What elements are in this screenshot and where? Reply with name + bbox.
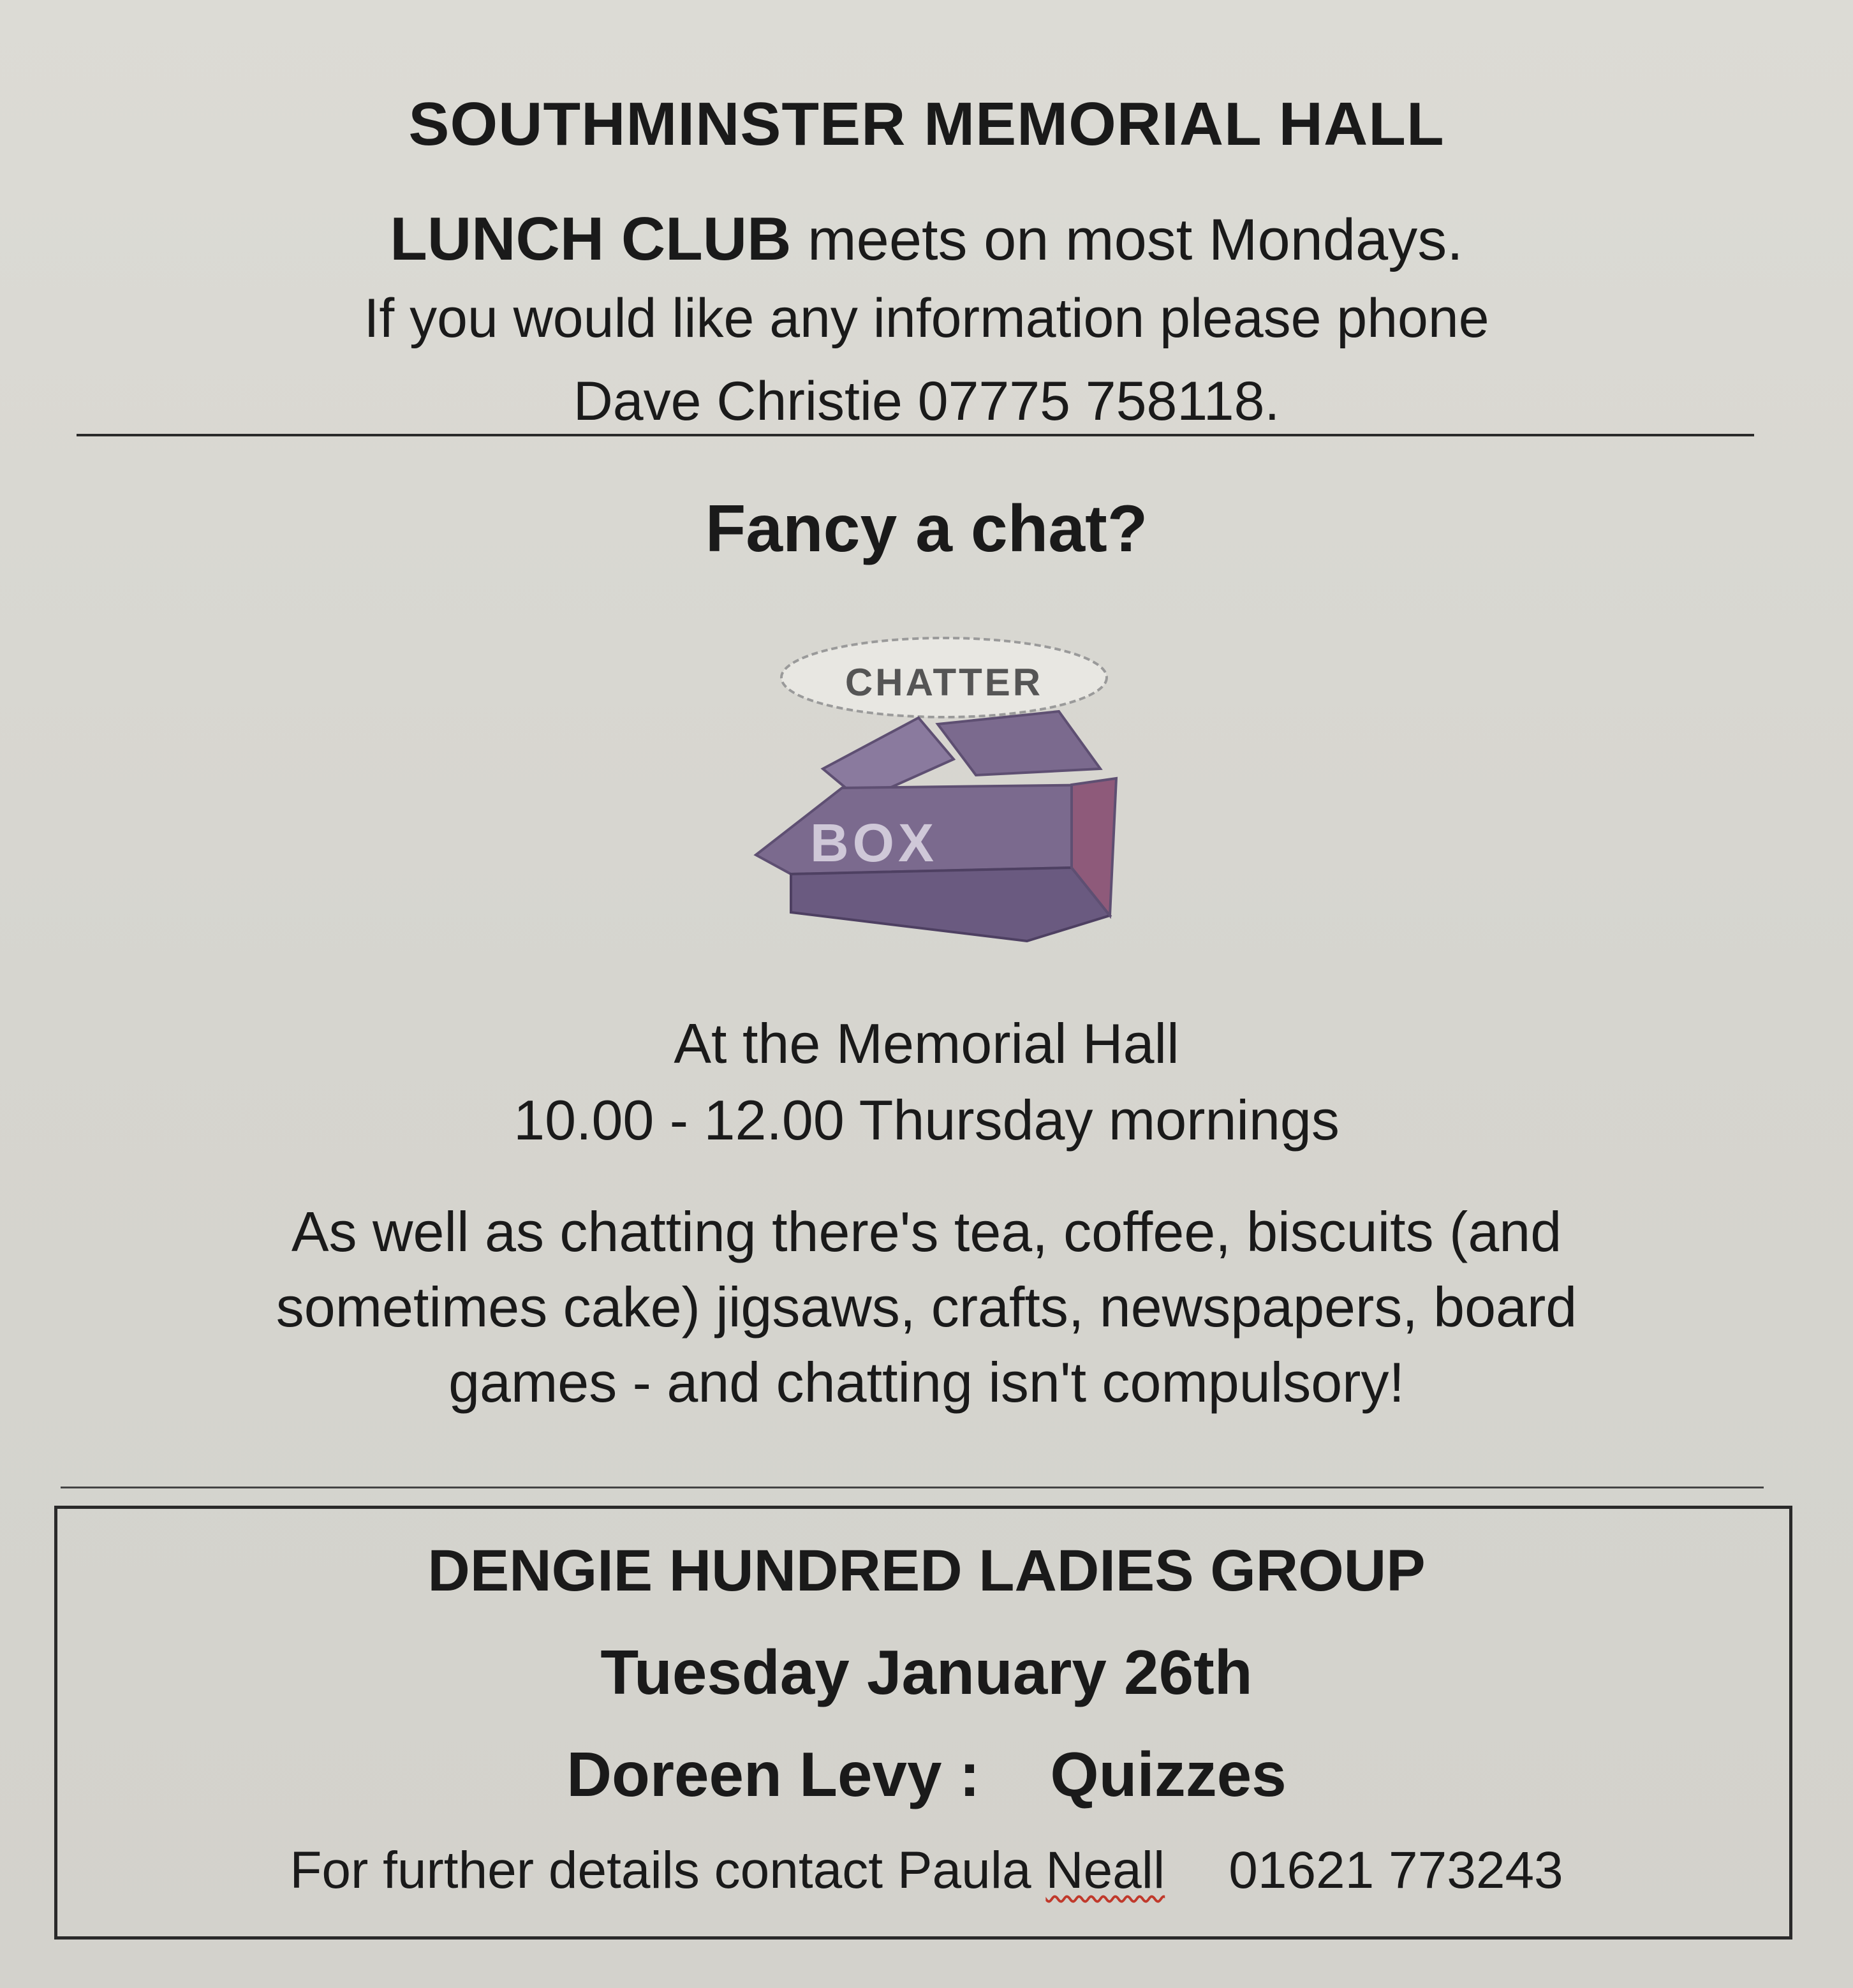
chatter-heading: Fancy a chat? xyxy=(705,492,1148,566)
speaker-topic: Quizzes xyxy=(1050,1739,1287,1809)
box-flap-right xyxy=(938,711,1100,775)
ladies-group-title: DENGIE HUNDRED LADIES GROUP xyxy=(427,1538,1426,1603)
ladies-group-date: Tuesday January 26th xyxy=(600,1637,1253,1707)
ladies-group-contact xyxy=(0,1841,1853,1901)
chatter-times: 10.00 - 12.00 Thursday mornings xyxy=(513,1088,1340,1152)
logo-chatter-text: CHATTER xyxy=(845,661,1044,704)
logo-box-text: BOX xyxy=(809,813,938,873)
ladies-group-speaker-line xyxy=(0,1739,1853,1811)
chatter-description-line: sometimes cake) jigsaws, crafts, newspapers, board xyxy=(276,1275,1577,1339)
contact-phone: 01621 773243 xyxy=(1229,1841,1563,1899)
lunch-club-name: LUNCH CLUB xyxy=(390,205,792,273)
divider xyxy=(61,1487,1764,1488)
lunch-club-text: meets on most Mondays. xyxy=(791,207,1463,272)
contact-prefix: For further details contact Paula xyxy=(290,1841,1046,1899)
chatter-box-logo xyxy=(727,632,1161,951)
chatter-description-line: games - and chatting isn't compulsory! xyxy=(448,1351,1405,1414)
chatter-location: At the Memorial Hall xyxy=(674,1012,1179,1075)
lunch-club-line xyxy=(0,204,1853,274)
lunch-club-info: If you would like any information please phone xyxy=(364,288,1489,349)
lunch-club-contact: Dave Christie 07775 758118. xyxy=(573,371,1280,432)
box-body-icon xyxy=(791,868,1110,941)
page-title: SOUTHMINSTER MEMORIAL HALL xyxy=(408,90,1445,158)
contact-name: Neall xyxy=(1045,1841,1165,1899)
chatter-description-line: As well as chatting there's tea, coffee, biscuits (and xyxy=(291,1200,1562,1263)
speaker-name: Doreen Levy : xyxy=(566,1739,980,1809)
divider xyxy=(77,434,1754,436)
